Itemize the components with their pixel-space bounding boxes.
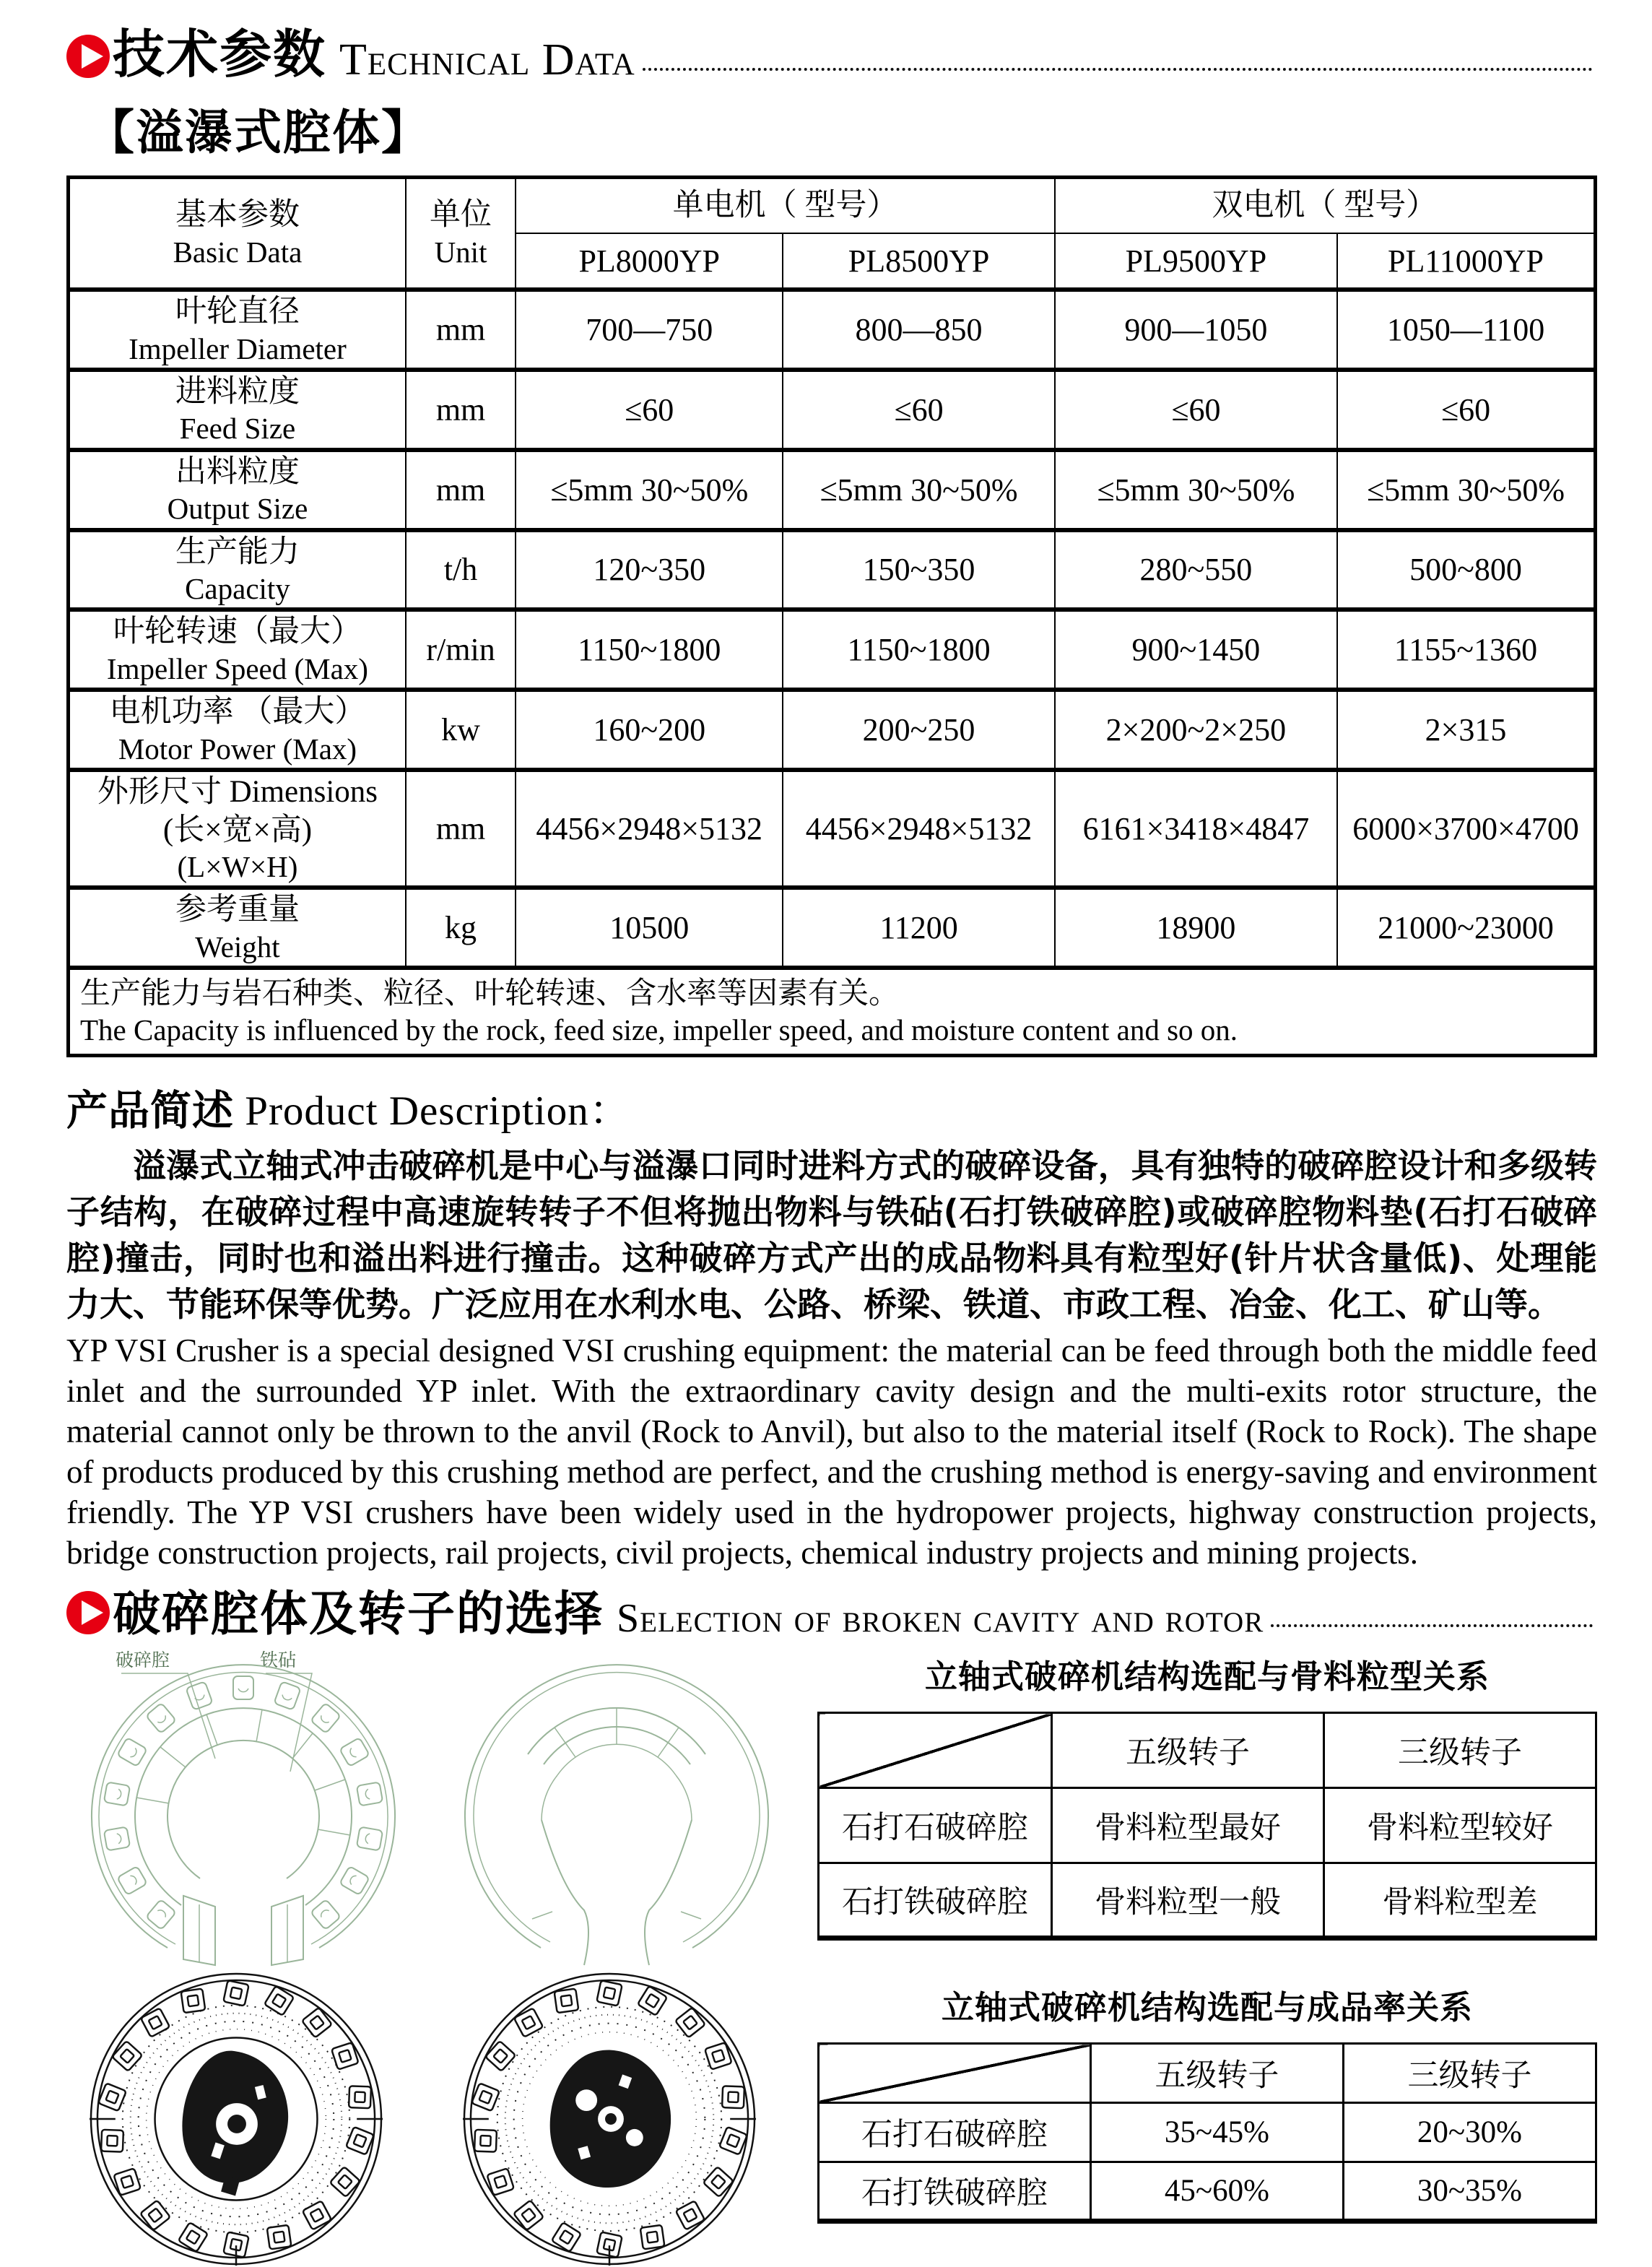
header-single-motor: 单电机（ 型号） [516, 177, 1055, 233]
table-header-row [819, 1713, 1596, 1788]
header-double-motor: 双电机（ 型号） [1055, 177, 1596, 233]
table-row: 叶轮直径 Impeller Diameter mm 700—750 800—850 900—1050 1050—1100 [69, 290, 1596, 370]
anvil-label: 铁砧 [260, 1650, 297, 1671]
selection-tables-column [796, 1650, 1597, 2267]
table-row: 石打石破碎腔 骨料粒型最好 骨料粒型较好 [819, 1788, 1596, 1863]
red-play-icon [66, 1591, 110, 1634]
grain-shape-table [817, 1712, 1597, 1941]
technical-data-table [66, 175, 1597, 1057]
selection-table-title: 立轴式破碎机结构选配与骨料粒型关系 [924, 1657, 1490, 1696]
cavity-diagram [440, 1650, 794, 1967]
section2-title-zh: 破碎腔体及转子的选择 [113, 1585, 604, 1642]
rotor-diagram [440, 1971, 779, 2267]
selection-heading [66, 1585, 1597, 1642]
product-description-heading: 产品简述 Product Description： [66, 1088, 631, 1134]
diagonal-cell [819, 1713, 1052, 1788]
red-play-icon [66, 35, 110, 78]
table-row: 石打铁破碎腔 骨料粒型一般 骨料粒型差 [819, 1863, 1596, 1938]
capacity-note-en: The Capacity is influenced by the rock, feed size, impeller speed, and moisture content and so on. [80, 1013, 1238, 1047]
table-row: 出料粒度 Output Size mm ≤5mm 30~50% ≤5mm 30~50% ≤5mm 30~50% ≤5mm 30~50% [69, 450, 1596, 530]
technical-data-heading [66, 24, 1597, 84]
col-header: 三级转子 [1324, 1713, 1596, 1788]
col-header: 五级转子 [1052, 1713, 1324, 1788]
selection-section-body [66, 1650, 1597, 2267]
table-row: 电机功率 （最大） Motor Power (Max) kw 160~200 200~250 2×200~2×250 2×315 [69, 690, 1596, 770]
capacity-note-zh: 生产能力与岩石种类、粒径、叶轮转速、含水率等因素有关。 [80, 977, 900, 1011]
dotted-leader [1271, 1624, 1593, 1627]
dotted-leader [643, 68, 1593, 71]
table-row: 生产能力 Capacity t/h 120~350 150~350 280~550 500~800 [69, 530, 1596, 610]
model-name: PL8500YP [783, 233, 1054, 290]
table-row: 外形尺寸 Dimensions (长×宽×高) (L×W×H) mm 4456×2948×5132 4456×2948×5132 6161×3418×4847 6000×3700×4700 [69, 770, 1596, 888]
model-name: PL8000YP [516, 233, 783, 290]
table-row: 参考重量 Weight kg 10500 11200 18900 21000~23000 [69, 888, 1596, 968]
description-paragraph-zh: 溢瀑式立轴式冲击破碎机是中心与溢瀑口同时进料方式的破碎设备，具有独特的破碎腔设计和多级转子结构，在破碎过程中高速旋转转子不但将抛出物料与铁砧(石打铁破碎腔)或破碎腔物料垫(石打石破碎腔)撞击，同时也和溢出料进行撞击。这种破碎方式产出的成品物料具有粒型好(针片状含量低)、处理能力大、节能环保等优势。广泛应用在水利水电、公路、桥梁、铁道、市政工程、冶金、化工、矿山等。 [66, 1145, 1597, 1324]
header-basic-data: 基本参数 Basic Data [69, 177, 406, 290]
table-note-row [69, 968, 1596, 1055]
yield-rate-table [817, 2042, 1597, 2224]
col-header: 五级转子 [1090, 2044, 1343, 2103]
diagonal-cell [819, 2044, 1091, 2103]
rotor-diagram [66, 1971, 406, 2267]
description-paragraph-en: YP VSI Crusher is a special designed VSI crushing equipment: the material can be feed through both the middle feed inlet and the surrounded YP inlet. With the extraordinary cavity design and the multi-exits rotor structure, the material cannot only be thrown to the anvil (Rock to Anvil), but also to the material itself (Rock to Rock). The shape of products produced by this crushing method are perfect, and the crushing method is energy-saving and environment friendly. The YP VSI crushers have been widely used in the hydropower projects, highway construction projects, bridge construction projects, rail projects, civil projects, chemical industry projects and mining projects. [66, 1332, 1597, 1571]
section1-title-en: Technical Data [339, 35, 635, 84]
header-unit: 单位 Unit [406, 177, 516, 290]
table-row: 石打铁破碎腔 45~60% 30~35% [819, 2162, 1596, 2222]
table-row: 叶轮转速（最大） Impeller Speed (Max) r/min 1150~1800 1150~1800 900~1450 1155~1360 [69, 610, 1596, 690]
selection-table-title: 立轴式破碎机结构选配与成品率关系 [941, 1988, 1473, 2027]
section2-title-en: Selection of broken cavity and rotor [617, 1596, 1264, 1642]
diagram-panel [66, 1650, 796, 2267]
table-header-row [819, 2044, 1596, 2103]
section1-title-zh: 技术参数 [113, 24, 327, 84]
cavity-label: 破碎腔 [116, 1650, 170, 1671]
col-header: 三级转子 [1343, 2044, 1596, 2103]
table-row: 石打石破碎腔 35~45% 20~30% [819, 2103, 1596, 2162]
model-name: PL9500YP [1055, 233, 1337, 290]
table-row: 进料粒度 Feed Size mm ≤60 ≤60 ≤60 ≤60 [69, 370, 1596, 450]
cavity-with-anvils-diagram [66, 1650, 420, 1967]
model-name: PL11000YP [1337, 233, 1595, 290]
cavity-type-subtitle: 【溢瀑式腔体】 [87, 104, 430, 160]
table-header-row-1 [69, 177, 1596, 233]
